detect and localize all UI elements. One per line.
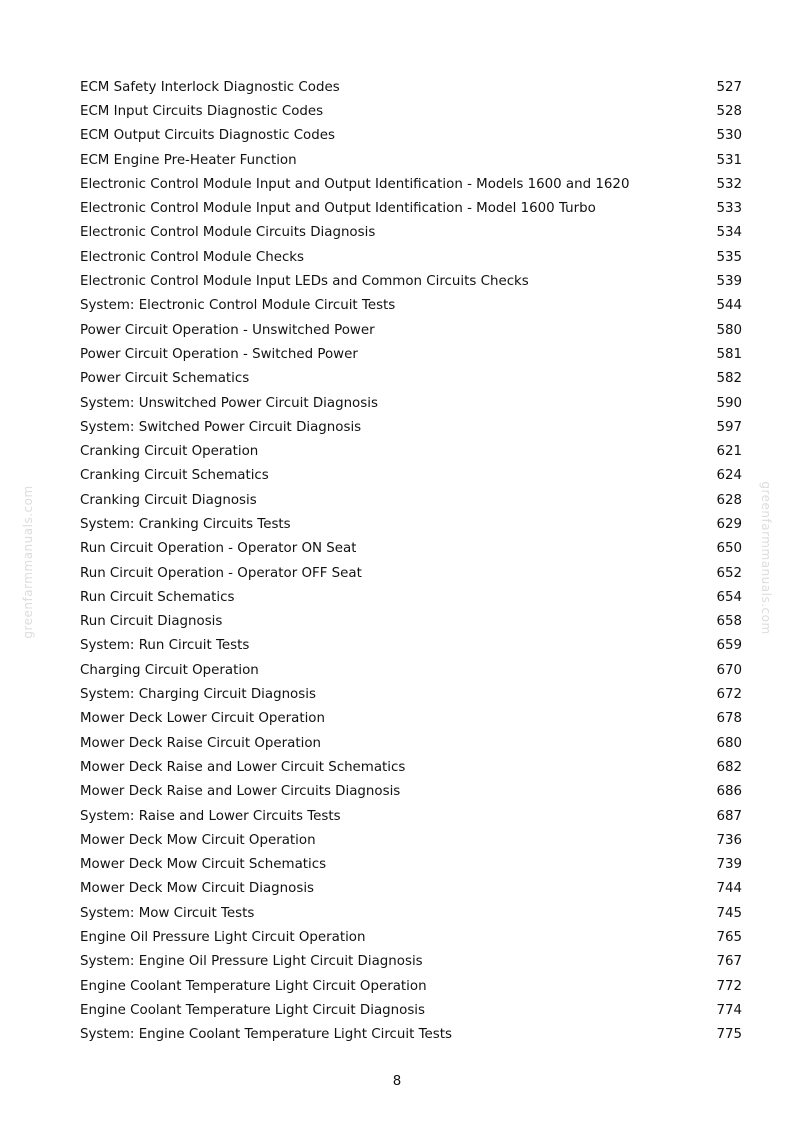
toc-entry[interactable] (80, 585, 742, 609)
toc-entry[interactable] (80, 731, 742, 755)
toc-entry-title: Power Circuit Schematics (80, 371, 250, 387)
toc-entry-title: Cranking Circuit Schematics (80, 468, 269, 484)
toc-entry-title: Mower Deck Mow Circuit Operation (80, 832, 316, 848)
toc-entry-page: 736 (716, 832, 742, 848)
toc-entry-title: ECM Safety Interlock Diagnostic Codes (80, 79, 340, 95)
toc-entry-page: 739 (716, 857, 742, 873)
toc-entry[interactable] (80, 950, 742, 974)
toc-entry-title: Mower Deck Raise and Lower Circuit Schematics (80, 759, 406, 775)
toc-entry-page: 744 (716, 881, 742, 897)
toc-entry-title: Mower Deck Raise and Lower Circuits Diagnosis (80, 784, 401, 800)
toc-entry[interactable] (80, 537, 742, 561)
toc-entry-page: 590 (716, 395, 742, 411)
toc-entry-title: Electronic Control Module Circuits Diagnosis (80, 225, 376, 241)
toc-entry-title: Electronic Control Module Input and Output Identification - Models 1600 and 1620 (80, 176, 630, 192)
toc-entry-title: System: Electronic Control Module Circuit Tests (80, 298, 396, 314)
toc-entry-title: Mower Deck Mow Circuit Diagnosis (80, 881, 315, 897)
toc-entry-page: 531 (716, 152, 742, 168)
toc-entry-page: 670 (716, 662, 742, 678)
toc-entry-page: 533 (716, 201, 742, 217)
toc-entry-page: 530 (716, 128, 742, 144)
toc-entry-title: System: Engine Coolant Temperature Light Circuit Tests (80, 1027, 452, 1043)
toc-entry-page: 680 (716, 735, 742, 751)
toc-entry-title: Run Circuit Diagnosis (80, 614, 223, 630)
toc-entry[interactable] (80, 610, 742, 634)
toc-entry[interactable] (80, 391, 742, 415)
toc-entry[interactable] (80, 828, 742, 852)
toc-entry[interactable] (80, 707, 742, 731)
toc-entry[interactable] (80, 75, 742, 99)
toc-entry[interactable] (80, 342, 742, 366)
toc-entry-page: 534 (716, 225, 742, 241)
toc-entry[interactable] (80, 294, 742, 318)
watermark-right: greenfarmmanuals.com (759, 481, 773, 635)
toc-entry-title: System: Charging Circuit Diagnosis (80, 687, 316, 703)
toc-entry[interactable] (80, 488, 742, 512)
toc-entry-page: 658 (716, 614, 742, 630)
toc-entry-page: 767 (716, 954, 742, 970)
toc-entry-page: 745 (716, 905, 742, 921)
toc-entry[interactable] (80, 561, 742, 585)
toc-entry-title: Cranking Circuit Diagnosis (80, 492, 257, 508)
toc-entry-title: System: Switched Power Circuit Diagnosis (80, 419, 362, 435)
toc-entry-title: Charging Circuit Operation (80, 662, 259, 678)
toc-entry[interactable] (80, 148, 742, 172)
toc-entry-page: 652 (716, 565, 742, 581)
toc-entry-page: 539 (716, 274, 742, 290)
toc-entry[interactable] (80, 439, 742, 463)
toc-entry-page: 582 (716, 371, 742, 387)
toc-entry-page: 686 (716, 784, 742, 800)
toc-entry[interactable] (80, 925, 742, 949)
toc-entry-page: 765 (716, 930, 742, 946)
toc-entry[interactable] (80, 196, 742, 220)
toc-entry-page: 624 (716, 468, 742, 484)
toc-entry[interactable] (80, 682, 742, 706)
toc-entry-title: ECM Engine Pre-Heater Function (80, 152, 297, 168)
toc-entry-title: Run Circuit Schematics (80, 589, 235, 605)
toc-entry-title: ECM Output Circuits Diagnostic Codes (80, 128, 335, 144)
toc-entry[interactable] (80, 804, 742, 828)
toc-entry-page: 682 (716, 759, 742, 775)
toc-entry[interactable] (80, 464, 742, 488)
toc-entry-title: ECM Input Circuits Diagnostic Codes (80, 103, 324, 119)
toc-entry-page: 650 (716, 541, 742, 557)
page-number: 8 (392, 1074, 402, 1089)
toc-entry[interactable] (80, 998, 742, 1022)
toc-entry[interactable] (80, 974, 742, 998)
toc-entry-page: 581 (716, 346, 742, 362)
toc-entry-page: 580 (716, 322, 742, 338)
toc-entry-page: 532 (716, 176, 742, 192)
toc-entry[interactable] (80, 512, 742, 536)
toc-entry[interactable] (80, 318, 742, 342)
toc-entry-page: 774 (716, 1002, 742, 1018)
toc-entry[interactable] (80, 99, 742, 123)
toc-entry-page: 659 (716, 638, 742, 654)
table-of-contents (80, 75, 742, 1047)
toc-entry-title: Electronic Control Module Input LEDs and Common Circuits Checks (80, 274, 529, 290)
toc-entry[interactable] (80, 755, 742, 779)
toc-entry-title: Engine Coolant Temperature Light Circuit Diagnosis (80, 1002, 426, 1018)
toc-entry-page: 654 (716, 589, 742, 605)
toc-entry-page: 775 (716, 1027, 742, 1043)
toc-entry[interactable] (80, 245, 742, 269)
toc-entry-title: Electronic Control Module Input and Output Identification - Model 1600 Turbo (80, 201, 596, 217)
toc-entry-page: 678 (716, 711, 742, 727)
toc-entry[interactable] (80, 172, 742, 196)
toc-entry[interactable] (80, 853, 742, 877)
toc-entry[interactable] (80, 780, 742, 804)
toc-entry-page: 597 (716, 419, 742, 435)
toc-entry-title: Run Circuit Operation - Operator OFF Seat (80, 565, 362, 581)
toc-entry-title: Mower Deck Mow Circuit Schematics (80, 857, 327, 873)
toc-entry-title: Engine Coolant Temperature Light Circuit Operation (80, 978, 427, 994)
toc-entry-title: System: Raise and Lower Circuits Tests (80, 808, 341, 824)
toc-entry-title: Engine Oil Pressure Light Circuit Operation (80, 930, 366, 946)
toc-entry-page: 772 (716, 978, 742, 994)
toc-entry-title: System: Cranking Circuits Tests (80, 516, 291, 532)
toc-entry-page: 628 (716, 492, 742, 508)
toc-entry[interactable] (80, 124, 742, 148)
toc-entry-title: Run Circuit Operation - Operator ON Seat (80, 541, 357, 557)
toc-entry-page: 687 (716, 808, 742, 824)
toc-entry[interactable] (80, 367, 742, 391)
toc-entry-title: Power Circuit Operation - Unswitched Power (80, 322, 375, 338)
toc-entry-page: 528 (716, 103, 742, 119)
toc-entry-page: 527 (716, 79, 742, 95)
toc-entry-title: System: Unswitched Power Circuit Diagnosis (80, 395, 378, 411)
toc-entry-title: System: Mow Circuit Tests (80, 905, 255, 921)
toc-entry-title: Cranking Circuit Operation (80, 444, 259, 460)
watermark-left: greenfarmmanuals.com (21, 485, 35, 639)
toc-entry[interactable] (80, 877, 742, 901)
toc-entry-page: 672 (716, 687, 742, 703)
toc-entry-title: Mower Deck Lower Circuit Operation (80, 711, 325, 727)
toc-entry[interactable] (80, 221, 742, 245)
toc-entry[interactable] (80, 269, 742, 293)
toc-entry[interactable] (80, 415, 742, 439)
toc-entry-title: System: Run Circuit Tests (80, 638, 250, 654)
toc-entry-page: 629 (716, 516, 742, 532)
toc-entry[interactable] (80, 658, 742, 682)
toc-entry-page: 544 (716, 298, 742, 314)
toc-entry-page: 621 (716, 444, 742, 460)
toc-entry[interactable] (80, 634, 742, 658)
toc-entry[interactable] (80, 901, 742, 925)
toc-entry[interactable] (80, 1023, 742, 1047)
toc-entry-title: Mower Deck Raise Circuit Operation (80, 735, 322, 751)
toc-entry-title: Electronic Control Module Checks (80, 249, 305, 265)
toc-entry-title: Power Circuit Operation - Switched Power (80, 346, 358, 362)
toc-entry-page: 535 (716, 249, 742, 265)
toc-entry-title: System: Engine Oil Pressure Light Circuit Diagnosis (80, 954, 423, 970)
